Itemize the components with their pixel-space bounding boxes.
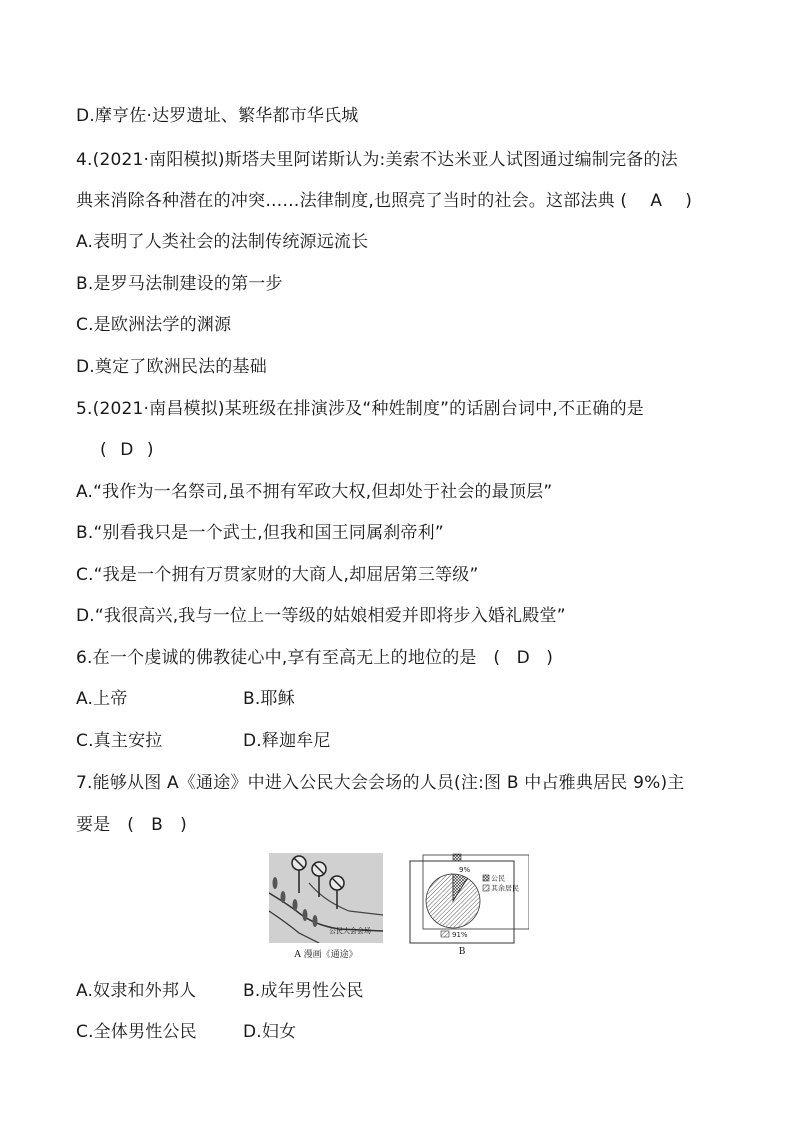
q6-option-c: C.真主安拉 [76,731,163,751]
q6-options-row-1 [76,689,295,709]
q7-options-row-2 [76,1022,297,1042]
cartoon-drawing [269,853,383,943]
q4-option-b: B.是罗马法制建设的第一步 [76,274,283,294]
q4-stem-line-2: 典来消除各种潜在的冲突……法律制度,也照亮了当时的社会。这部法典 ( A ) [76,191,693,211]
q7-stem-line-2: 要是 ( B ) [76,815,187,835]
q6-answer: D [516,648,530,668]
q7-stem-text: 要是 [76,815,111,835]
q7-option-d: D.妇女 [243,1022,297,1042]
pie-slices [426,874,480,928]
q4-option-d: D.奠定了欧洲民法的基础 [76,357,267,377]
figure-b-pie-chart [409,853,529,945]
q6-option-a: A.上帝 [76,689,128,709]
q7-options-row-1 [76,981,364,1001]
q6-stem-text: 6.在一个虔诚的佛教徒心中,享有至高无上的地位的是 [76,648,477,668]
q5-option-c: C.“我是一个拥有万贯家财的大商人,却屈居第三等级” [76,565,479,585]
q7-answer: B [151,815,163,835]
figure-a-caption: A 漫画《通途》 [294,950,358,960]
pie-chart-svg [409,853,529,945]
q7-option-b: B.成年男性公民 [243,981,364,1001]
q5-answer: D [120,440,134,460]
q5-option-b: B.“别看我只是一个武士,但我和国王同属刹帝利” [76,523,444,543]
figure-a-cartoon [269,853,383,943]
q7-option-a: A.奴隶和外邦人 [76,981,197,1001]
legend-swatch-others [483,885,489,891]
q4-stem-line-1: 4.(2021·南阳模拟)斯塔夫里阿诺斯认为:美索不达米亚人试图通过编制完备的法 [76,150,678,170]
figure-b-caption: B [458,947,466,957]
bottom-legend-swatch [441,931,449,937]
q6-stem: 6.在一个虔诚的佛教徒心中,享有至高无上的地位的是 ( D ) [76,648,554,668]
pie-slice-others [426,874,480,928]
legend-swatch-citizens [483,875,489,881]
q5-option-d: D.“我很高兴,我与一位上一等级的姑娘相爱并即将步入婚礼殿堂” [76,606,566,626]
q3-option-d: D.摩亨佐·达罗遗址、繁华都市华氏城 [76,106,359,126]
top-legend-swatch [453,854,461,861]
q4-stem-text: 典来消除各种潜在的冲突……法律制度,也照亮了当时的社会。这部法典 [76,191,615,211]
q5-option-a: A.“我作为一名祭司,虽不拥有军政大权,但却处于社会的最顶层” [76,482,553,502]
q6-options-row-2 [76,731,331,751]
q7-stem-line-1: 7.能够从图 A《通途》中进入公民大会会场的人员(注:图 B 中占雅典居民 9%)主 [76,773,685,793]
pie-label-9pct: 9% [459,866,471,874]
q4-answer: A [650,191,663,211]
q5-answer-line: ( D ) [100,440,154,460]
legend-label-others: 其余居民 [491,884,519,893]
q4-option-a: A.表明了人类社会的法制传统源远流长 [76,232,369,252]
q6-option-b: B.耶稣 [243,689,295,709]
assembly-hall-label: 公民大会会场 [329,927,371,935]
pie-label-91pct: 91% [452,931,468,939]
legend-label-citizens: 公民 [491,874,505,883]
q6-option-d: D.释迦牟尼 [243,731,331,751]
q5-stem-line-1: 5.(2021·南昌模拟)某班级在排演涉及“种姓制度”的话剧台词中,不正确的是 [76,399,644,419]
q7-option-c: C.全体男性公民 [76,1022,197,1042]
q4-option-c: C.是欧洲法学的渊源 [76,315,232,335]
